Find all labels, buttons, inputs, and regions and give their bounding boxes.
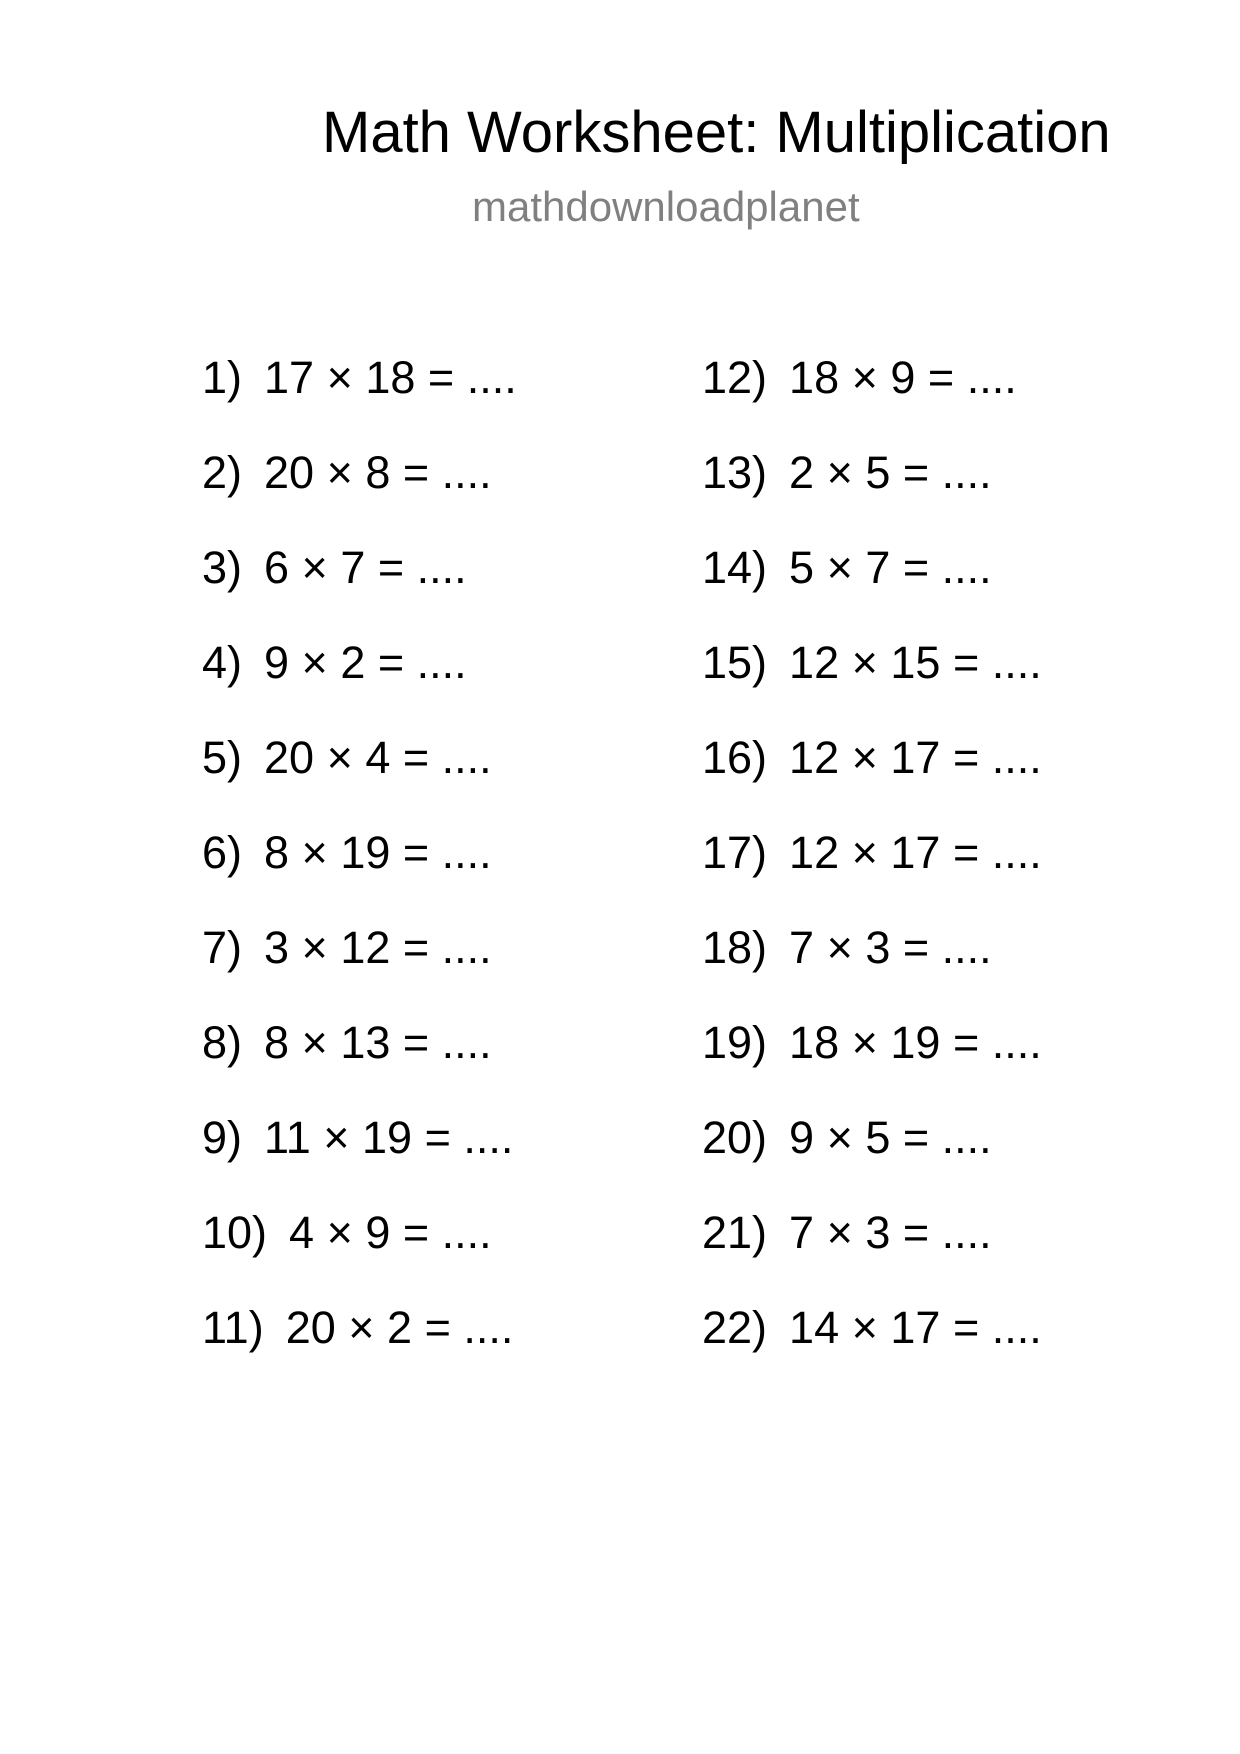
- problem-20: [702, 1110, 1042, 1205]
- problem-number: 15): [702, 637, 768, 688]
- problem-number: 20): [702, 1112, 768, 1163]
- problem-12: [702, 350, 1042, 445]
- problem-8: [202, 1015, 517, 1110]
- problem-22: [702, 1300, 1042, 1395]
- problem-21: [702, 1205, 1042, 1300]
- problem-expression: 12 × 15 = ....: [789, 637, 1042, 688]
- problem-4: [202, 635, 517, 730]
- problem-expression: 5 × 7 = ....: [789, 542, 992, 593]
- problem-number: 14): [702, 542, 768, 593]
- problem-expression: 9 × 2 = ....: [264, 637, 467, 688]
- page-title: Math Worksheet: Multiplication: [322, 100, 1111, 165]
- problem-expression: 20 × 2 = ....: [285, 1302, 514, 1353]
- problem-expression: 4 × 9 = ....: [289, 1207, 492, 1258]
- problem-expression: 14 × 17 = ....: [789, 1302, 1042, 1353]
- problem-number: 2): [202, 447, 243, 498]
- problem-expression: 8 × 13 = ....: [264, 1017, 492, 1068]
- problem-number: 8): [202, 1017, 243, 1068]
- problem-expression: 17 × 18 = ....: [264, 352, 517, 403]
- problem-expression: 12 × 17 = ....: [789, 732, 1042, 783]
- problem-column-left: [202, 350, 517, 1395]
- problem-14: [702, 540, 1042, 635]
- problem-expression: 2 × 5 = ....: [789, 447, 992, 498]
- problem-6: [202, 825, 517, 920]
- problem-expression: 6 × 7 = ....: [264, 542, 467, 593]
- problem-number: 6): [202, 827, 243, 878]
- problem-17: [702, 825, 1042, 920]
- problem-number: 19): [702, 1017, 768, 1068]
- problem-expression: 7 × 3 = ....: [789, 1207, 992, 1258]
- problem-7: [202, 920, 517, 1015]
- problem-number: 22): [702, 1302, 768, 1353]
- problem-expression: 18 × 19 = ....: [789, 1017, 1042, 1068]
- problem-number: 1): [202, 352, 243, 403]
- problem-2: [202, 445, 517, 540]
- problem-expression: 12 × 17 = ....: [789, 827, 1042, 878]
- problem-1: [202, 350, 517, 445]
- problem-number: 4): [202, 637, 243, 688]
- problem-number: 21): [702, 1207, 768, 1258]
- problem-number: 9): [202, 1112, 243, 1163]
- problem-13: [702, 445, 1042, 540]
- problem-11: [202, 1300, 517, 1395]
- problem-number: 5): [202, 732, 243, 783]
- problem-number: 12): [702, 352, 768, 403]
- problem-expression: 9 × 5 = ....: [789, 1112, 992, 1163]
- problem-number: 7): [202, 922, 243, 973]
- problem-16: [702, 730, 1042, 825]
- problem-number: 16): [702, 732, 768, 783]
- problem-number: 10): [202, 1207, 268, 1258]
- problem-18: [702, 920, 1042, 1015]
- site-name: mathdownloadplanet: [472, 183, 860, 230]
- problem-expression: 20 × 4 = ....: [264, 732, 492, 783]
- problem-15: [702, 635, 1042, 730]
- problem-9: [202, 1110, 517, 1205]
- problem-5: [202, 730, 517, 825]
- problem-column-right: [702, 350, 1042, 1395]
- problem-number: 17): [702, 827, 768, 878]
- problem-expression: 18 × 9 = ....: [789, 352, 1017, 403]
- problem-expression: 11 × 19 = ....: [264, 1112, 514, 1163]
- problem-expression: 8 × 19 = ....: [264, 827, 492, 878]
- problem-expression: 3 × 12 = ....: [264, 922, 492, 973]
- problem-expression: 20 × 8 = ....: [264, 447, 492, 498]
- problem-10: [202, 1205, 517, 1300]
- problem-number: 13): [702, 447, 768, 498]
- problem-19: [702, 1015, 1042, 1110]
- problem-3: [202, 540, 517, 635]
- problem-number: 18): [702, 922, 768, 973]
- problem-number: 11): [202, 1302, 264, 1353]
- problem-number: 3): [202, 542, 243, 593]
- problem-expression: 7 × 3 = ....: [789, 922, 992, 973]
